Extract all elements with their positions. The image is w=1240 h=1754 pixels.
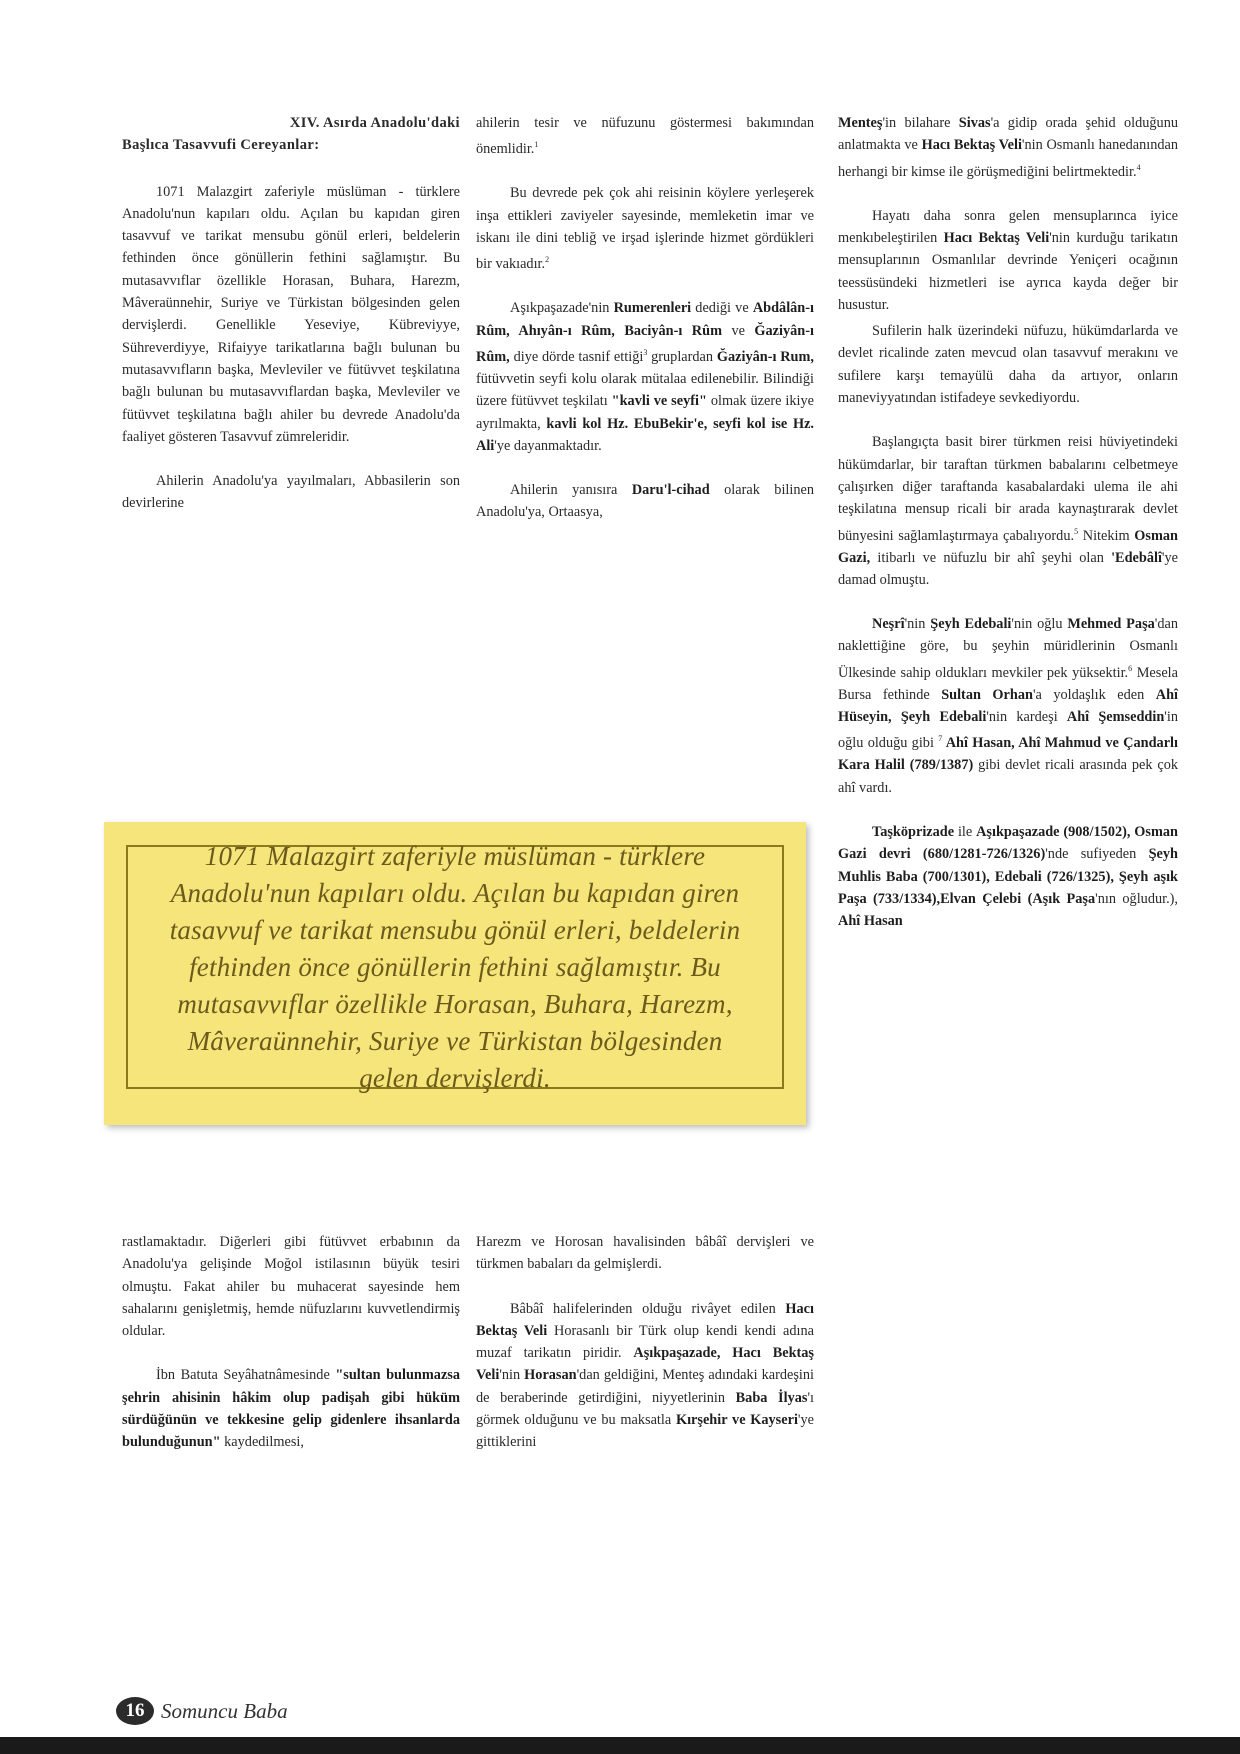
heading-line-2: Başlıca Tasavvufi Cereyanlar: (122, 137, 320, 154)
paragraph: Ahilerin Anadolu'ya yayılmaları, Abbasilerin son devirlerine (122, 473, 460, 512)
paragraph: rastlamaktadır. Diğerleri gibi fütüvvet erbabının da Anadolu'ya gelişinde Moğol istilasının büyük tesiri olmuştu. Fakat ahiler bu muhacerat sayesinde hem sahalarını genişletmiş, hemde nüfuzlarını kuvvetlendirmiş oldular. (122, 1234, 460, 1340)
paragraph: Menteş'in bilahare Sivas'a gidip orada şehid olduğunu anlatmakta ve Hacı Bektaş Veli'nin Osmanlı hanedanından herhangi bir kimse ile görüşmediğini belirtmektedir.$^4$ (838, 115, 1179, 180)
column-b-bottom (476, 1231, 814, 1476)
paragraph: Sufilerin halk üzerindeki nüfuzu, hükümdarlarda ve devlet ricalinde zaten mevcud olan tasavvuf merakını ve sufilere karşı temayülü daha da artıyor, onların maneviyyatından istifadeye sevkediyordu. (838, 323, 1178, 407)
heading-line-1: XIV. Asırda Anadolu'daki (289, 115, 460, 131)
paragraph: Ahilerin yanısıra Daru'l-cihad olarak bilinen Anadolu'ya, Ortaasya, (476, 482, 814, 521)
paragraph: Bâbâî halifelerinden olduğu rivâyet edilen Hacı Bektaş Veli Horasanlı bir Türk olup kendi kendi adına muzaf tarikatın piridir. Aşıkpaşazade, Hacı Bektaş Veli'nin Horasan'dan geldiğini, Menteş adındaki kardeşini de beraberinde getirdiğini, niyyetlerinin Baba İlyas'ı görmek olduğunu ve bu maksatla Kırşehir ve Kayseri'ye gittiklerini (476, 1300, 815, 1451)
column-a-top (122, 112, 460, 537)
paragraph: Hayatı daha sonra gelen mensuplarınca iyice menkıbeleştirilen Hacı Bektaş Veli'nin kurduğu tarikatın mensuplarının Osmanlılar devrinde Yeniçeri ocağının teessüsündeki hizmetleri ise ayrıca kayda değer bir husustur. (838, 207, 1178, 313)
scan-edge (0, 1737, 1240, 1754)
pull-quote-text: 1071 Malazgirt zaferiyle müslüman - türklere Anadolu'nun kapıları oldu. Açılan bu kapıdan giren tasavvuf ve tarikat mensubu gönül erleri, beldelerin fethinden önce gönüllerin fethini sağlamıştır. Bu mutasavvıflar özellikle Horasan, Buhara, Harezm, Mâveraünnehir, Suriye ve Türkistan bölgesinden gelen dervişlerdi. (169, 840, 741, 1093)
paragraph: 1071 Malazgirt zaferiyle müslüman - türklere Anadolu'nun kapıları oldu. Açılan bu kapıdan giren tasavvuf ve tarikat mensubu gönül erleri, beldelerin fethinden önce gönüllerin fethini sağlamıştır. Bu mutasavvıflar özellikle Horasan, Buhara, Harezm, Mâveraünnehir, Suriye ve Türkistan bölgesinden gelen dervişlerdi. Genellikle Yeseviye, Kübreviyye, Sühreverdiyye, Rifaiyye tarikatlarına bağlı bulunan bu mutasavvıfların başka, Mevleviler ve fütüvvet teşkilatına bağlı bulunan bu mutasavvıflardan başka, Mevleviler ve fütüvvet teşkilatına bağlı ahiler bu devrede Anadolu'da faaliyet gösteren Tasavvuf zümreleridir. (122, 183, 460, 445)
column-c (838, 112, 1178, 955)
paragraph: Başlangıçta basit birer türkmen reisi hüviyetindeki hükümdarlar, bir taraftan türkmen babalarını celbetmeye çalışırken diğer taraftanda kasabalardaki ulema ile ahi teşkilatına mensup ricali bir arada kaynaştırarak devlet bünyesini sağlamlaştırmaya çabalıyordu.$^5$ Nitekim Osman Gazi, itibarlı ve nüfuzlu bir ahî şeyhi olan 'Edebâlî'ye damad olmuştu. (838, 434, 1178, 588)
paragraph: Taşköprizade ile Aşıkpaşazade (908/1502), Osman Gazi devri (680/1281-726/1326)'nde sufiyeden Şeyh Muhlis Baba (700/1301), Edebali (726/1325), Şeyh aşık Paşa (733/1334),Elvan Çelebi (Aşık Paşa'nın oğludur.), Ahî Hasan (838, 824, 1178, 930)
paragraph: Neşrî'nin Şeyh Edebali'nin oğlu Mehmed Paşa'dan naklettiğine göre, bu şeyhin müridlerinin Osmanlı Ülkesinde sahip oldukları mevkiler pek yüksektir.$^6$ Mesela Bursa fethinde Sultan Orhan'a yoldaşlık eden Ahî Hüseyin, Şeyh Edebali'nin kardeşi Ahî Şemseddin'in oğlu olduğu gibi $^7$ Ahî Hasan, Ahî Mahmud ve Çandarlı Kara Halil (789/1387) gibi devlet ricali arasında pek çok ahî vardı. (838, 616, 1178, 796)
column-b-top (476, 112, 814, 546)
section-heading (122, 112, 460, 157)
paragraph: Aşıkpaşazade'nin Rumerenleri dediği ve Abdâlân-ı Rûm, Ahıyân-ı Rûm, Baciyân-ı Rûm ve Ğaziyân-ı Rûm, diye dörde tasnif ettiği$^3$ gruplardan Ğaziyân-ı Rum, fütüvvetin seyfi kolu olarak mütalaa edilenebilir. Bilindiği üzere fütüvvet teşkilatı "kavli ve seyfi" olmak üzere ikiye ayrılmakta, kavli kol Hz. EbuBekir'e, seyfi kol ise Hz. Ali'ye dayanmaktadır. (476, 300, 814, 454)
pull-quote-frame (126, 840, 784, 1093)
paragraph: İbn Batuta Seyâhatnâmesinde "sultan bulunmazsa şehrin ahisinin hâkim olup padişah gibi hüküm sürdüğünün ve tekkesine gelip gidenlere ihsanlarda bulunduğunun" kaydedilmesi, (122, 1367, 460, 1451)
pull-quote-box (104, 822, 806, 1125)
page-footer (116, 1697, 288, 1725)
paragraph: Bu devrede pek çok ahi reisinin köylere yerleşerek inşa ettikleri zaviyeler sayesinde, memleketin imar ve iskanı ile dini tebliğ ve irşad işlerinde hizmet gördükleri bir vakıadır.$^2$ (476, 185, 814, 273)
paragraph: Harezm ve Horosan havalisinden bâbâî dervişleri ve türkmen babaları da gelmişlerdi. (476, 1234, 814, 1273)
page-number: 16 (116, 1697, 154, 1725)
paragraph: ahilerin tesir ve nüfuzunu göstermesi bakımından önemlidir.$^1$ (476, 115, 814, 158)
column-a-bottom (122, 1231, 460, 1476)
magazine-title: Somuncu Baba (161, 1698, 288, 1723)
